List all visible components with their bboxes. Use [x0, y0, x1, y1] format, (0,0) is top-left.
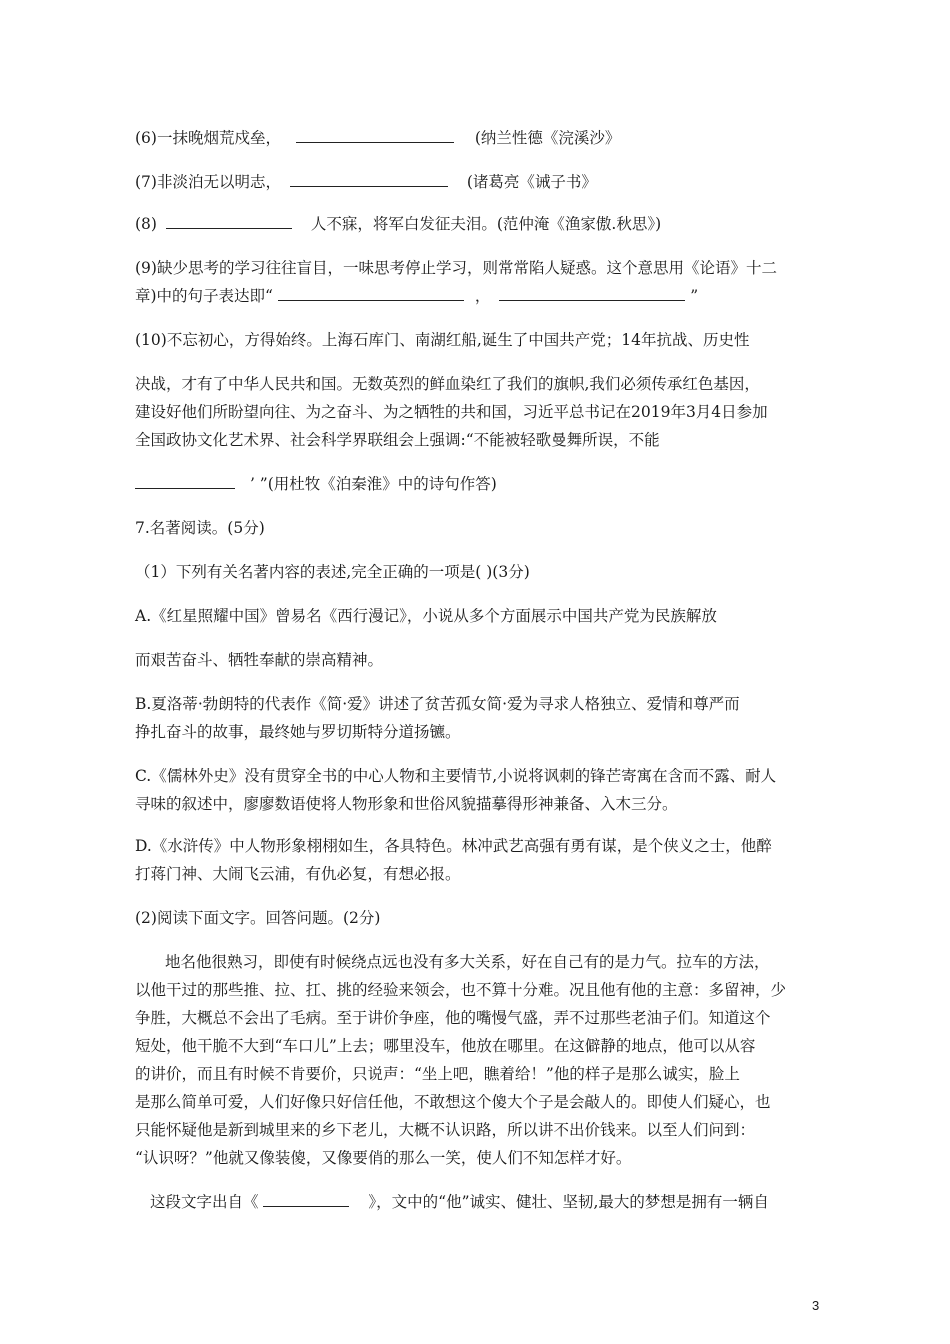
option-d-line-2: 打蒋门神、大闹飞云浦，有仇必复，有想必报。: [135, 865, 461, 883]
page-number: 3: [812, 1298, 820, 1313]
option-d-line-1: D.《水浒传》中人物形象栩栩如生，各具特色。林冲武艺高强有勇有谋，是个侠义之士，他醉: [135, 837, 772, 855]
passage-line-4: 短处，他干脆不大到“车口儿”上去；哪里没车，他放在哪里。在这僻静的地点，他可以从容: [135, 1037, 756, 1055]
option-c-line-2: 寻味的叙述中，廖廖数语使将人物形象和世俗风貌描摹得形神兼备、入木三分。: [135, 795, 678, 813]
option-b-line-2: 挣扎奋斗的故事，最终她与罗切斯特分道扬镳。: [135, 723, 461, 741]
item-10-line-1: (10)不忘初心，方得始终。上海石库门、南湖红船,诞生了中国共产党；14年抗战、历史性: [135, 331, 750, 349]
question-7-2-prompt: [150, 1192, 825, 1212]
prompt-suffix: 》，文中的“他”诚实、健壮、坚韧,最大的梦想是拥有一辆自: [368, 1193, 769, 1211]
item-8: [135, 214, 825, 234]
item-7-source: (诸葛亮《诫子书》: [466, 173, 597, 191]
passage-line-6: 是那么简单可爱，人们好像只好信任他，不敢想这个傻大个子是会敲人的。即使人们疑心，也: [135, 1093, 771, 1111]
item-7-text: (7)非淡泊无以明志，: [135, 173, 281, 191]
item-8-label: (8): [135, 215, 157, 233]
item-7: [135, 172, 825, 192]
passage-line-1: 地名他很熟习，即使有时候绕点远也没有多大关系，好在自己有的是力气。拉车的方法，: [165, 953, 770, 971]
comma: ，: [474, 287, 491, 305]
passage-line-7: 只能怀疑他是新到城里来的乡下老儿，大概不认识路，所以讲不出价钱来。以至人们问到：: [135, 1121, 756, 1139]
item-10-line-3: 建设好他们所盼望向往、为之奋斗、为之牺牲的共和国，习近平总书记在2019年3月4日参加: [135, 403, 768, 421]
question-7-heading: 7.名著阅读。(5分): [135, 519, 265, 537]
answer-blank[interactable]: [263, 1192, 349, 1207]
item-10-line-5: [135, 474, 825, 494]
passage-line-2: 以他干过的那些推、拉、扛、挑的经验来领会，也不算十分难。况且他有他的主意：多留神，少: [135, 981, 787, 999]
item-9-prefix: 章)中的句子表达即“: [135, 287, 273, 305]
item-8-text: 人不寐，将军白发征夫泪。(范仲淹《渔家傲.秋思》): [310, 215, 662, 233]
option-a-line-2: 而艰苦奋斗、牺牲奉献的崇高精神。: [135, 651, 384, 669]
item-6-text: (6)一抹晚烟荒戍垒，: [135, 129, 281, 147]
item-6-source: (纳兰性德《浣溪沙》: [474, 129, 621, 147]
close-quote: ”: [690, 287, 699, 305]
answer-blank[interactable]: [290, 172, 448, 187]
answer-blank[interactable]: [135, 474, 235, 489]
prompt-prefix: 这段文字出自《: [150, 1193, 259, 1211]
question-7-2: (2)阅读下面文字。回答问题。(2分): [135, 909, 381, 927]
item-6: [135, 128, 825, 148]
question-7-1: （1）下列有关名著内容的表述,完全正确的一项是( )(3分): [135, 563, 530, 581]
item-9-line-2: [135, 286, 825, 306]
passage-line-5: 的讲价，而且有时候不肯要价，只说声：“坐上吧，瞧着给！”他的样子是那么诚实，脸上: [135, 1065, 740, 1083]
answer-blank[interactable]: [278, 286, 464, 301]
answer-blank[interactable]: [499, 286, 685, 301]
option-b-line-1: B.夏洛蒂·勃朗特的代表作《简·爱》讲述了贫苦孤女简·爱为寻求人格独立、爱情和尊严而: [135, 695, 740, 713]
option-c-line-1: C.《儒林外史》没有贯穿全书的中心人物和主要情节,小说将讽刺的锋芒寄寓在含而不露、耐人: [135, 767, 777, 785]
passage-line-3: 争胜，大概总不会出了毛病。至于讲价争座，他的嘴慢气盛，弄不过那些老油子们。知道这个: [135, 1009, 771, 1027]
answer-blank[interactable]: [296, 128, 454, 143]
option-a-line-1: A.《红星照耀中国》曾易名《西行漫记》，小说从多个方面展示中国共产党为民族解放: [135, 607, 717, 625]
item-9-line-1: (9)缺少思考的学习往往盲目，一味思考停止学习，则常常陷人疑惑。这个意思用《论语》十二: [135, 259, 777, 277]
answer-blank[interactable]: [166, 214, 292, 229]
item-10-source: ’ ”(用杜牧《泊秦淮》中的诗句作答): [249, 475, 497, 493]
passage-line-8: “认识呀？”他就又像装傻，又像要俏的那么一笑，使人们不知怎样才好。: [135, 1149, 632, 1167]
item-10-line-4: 全国政协文化艺术界、社会科学界联组会上强调:“不能被轻歌曼舞所误，不能: [135, 431, 660, 449]
item-10-line-2: 决战，才有了中华人民共和国。无数英烈的鲜血染红了我们的旗帜,我们必须传承红色基因，: [135, 375, 760, 393]
